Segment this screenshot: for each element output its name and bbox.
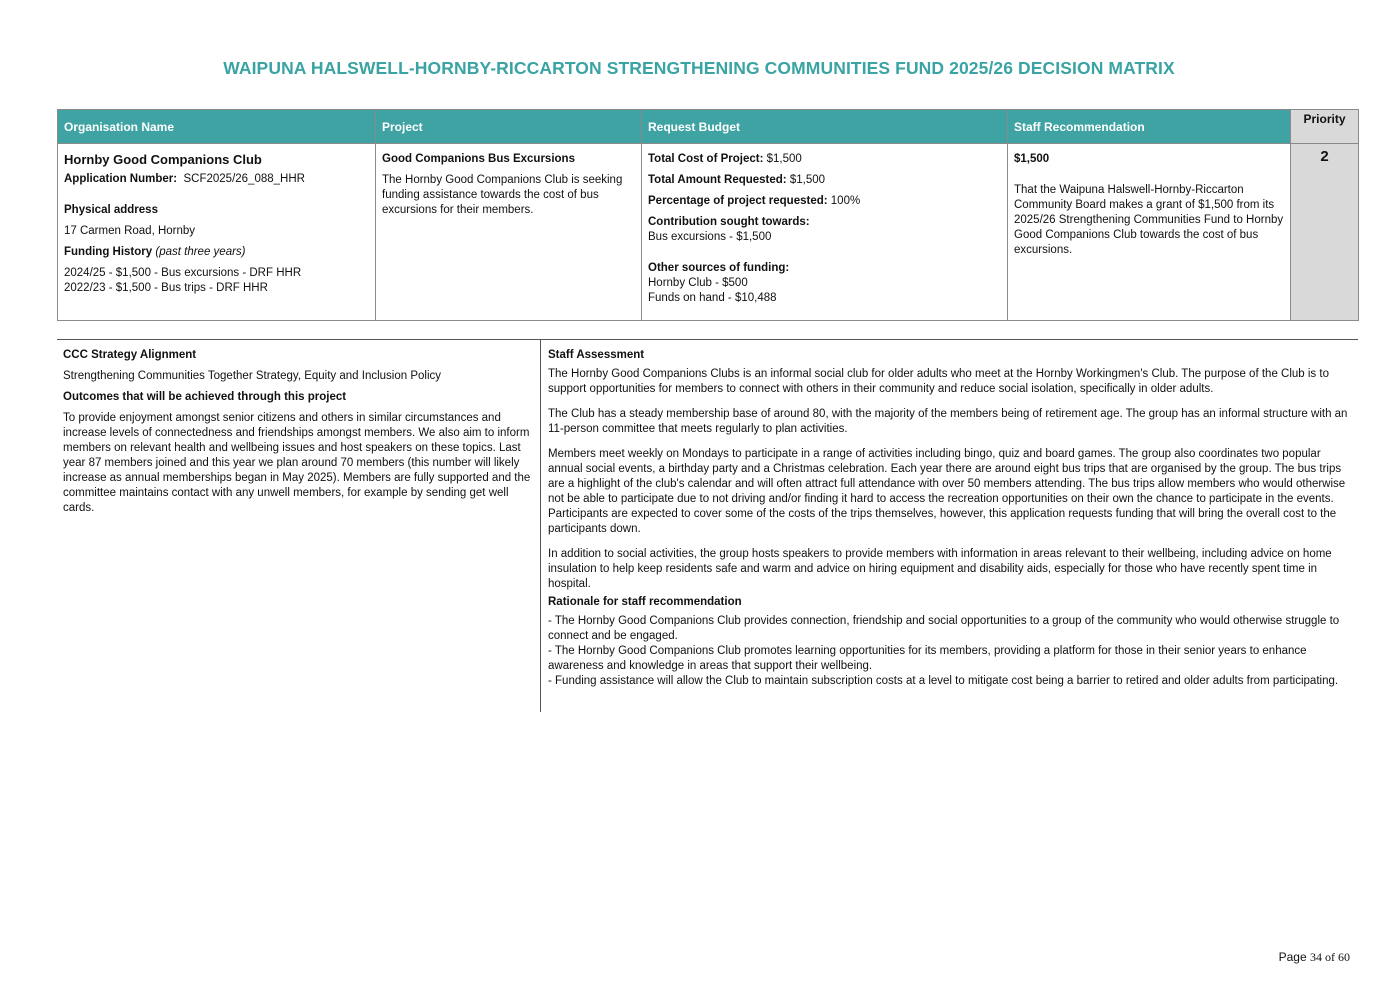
- strategy-heading: CCC Strategy Alignment: [63, 349, 197, 361]
- rationale-item: - The Hornby Good Companions Club promotes learning opportunities for its members, providing a platform for those in their senior years to enhance awareness and knowledge in areas that support their wellbeing.: [548, 645, 1307, 672]
- header-project: Project: [376, 110, 642, 144]
- document-title: WAIPUNA HALSWELL-HORNBY-RICCARTON STRENGTHENING COMMUNITIES FUND 2025/26 DECISION MATRIX: [223, 58, 1175, 78]
- application-number: Application Number: SCF2025/26_088_HHR: [64, 173, 305, 185]
- assessment-paragraph: The Hornby Good Companions Clubs is an informal social club for older adults who meet at the Hornby Workingmen's Club. The purpose of the Club is to support opportunities for members to connect with others in their community and reduce social isolation, specifically in older adults.: [548, 368, 1329, 395]
- table-header-row: [58, 110, 1359, 144]
- assessment-paragraph: Members meet weekly on Mondays to participate in a range of activities including bingo, quiz and board games. The group also coordinates two popular annual social events, a birthday party and a Christmas celebration. Each year there are around eight bus trips that are organised by the group. The bus trips are a highlight of the club's calendar and will often attract full attendance with over 50 members attending. The bus trips allow members who would otherwise not be able to participate due to not driving and/or finding it hard to access the recreation opportunities on their own the chance to participate in the events. Participants are expected to cover some of the costs of the trips themselves, however, this application requests funding that will bring the overall cost to the participants down.: [548, 448, 1346, 535]
- staff-assessment-panel: [542, 340, 1358, 697]
- address: 17 Carmen Road, Hornby: [64, 225, 196, 237]
- rationale-item: - Funding assistance will allow the Club to maintain subscription costs at a level to mitigate cost being a barrier to retired and older adults from participating.: [548, 675, 1339, 687]
- organisation-cell: [58, 144, 376, 321]
- rationale-heading: Rationale for staff recommendation: [548, 596, 742, 608]
- table-row: [58, 144, 1359, 321]
- other-source-item: Funds on hand - $10,488: [648, 292, 777, 304]
- rationale-item: - The Hornby Good Companions Club provides connection, friendship and social opportunities to a group of the community who would otherwise struggle to connect and be engaged.: [548, 615, 1340, 642]
- other-source-item: Hornby Club - $500: [648, 277, 748, 289]
- strategy-text: Strengthening Communities Together Strategy, Equity and Inclusion Policy: [63, 370, 442, 382]
- funding-history-item: 2022/23 - $1,500 - Bus trips - DRF HHR: [64, 282, 268, 294]
- project-cell: [376, 144, 642, 321]
- other-sources-label: Other sources of funding:: [648, 262, 790, 274]
- header-staff-recommendation: Staff Recommendation: [1008, 110, 1291, 144]
- staff-assessment-heading: Staff Assessment: [548, 349, 645, 361]
- funding-history-label: Funding History (past three years): [64, 246, 246, 258]
- header-budget: Request Budget: [642, 110, 1008, 144]
- budget-cell: [642, 144, 1008, 321]
- total-cost: Total Cost of Project: $1,500: [648, 153, 802, 165]
- header-priority: Priority: [1291, 110, 1359, 144]
- assessment-paragraph: The Club has a steady membership base of around 80, with the majority of the members being of retirement age. The group has an informal structure with an 11-person committee that meets regularly to plan activities.: [548, 408, 1348, 435]
- strategy-panel: [57, 340, 541, 712]
- outcomes-text: To provide enjoyment amongst senior citizens and others in similar circumstances and increase levels of connectedness and friendships amongst members. We also aim to inform members on relevant health and wellbeing issues and host speakers on these topics. Last year 87 members joined and this year we plan around 70 members (this number will likely increase as annual memberships began in May 2025). Members are fully supported and the committee maintains contact with any unwell members, for example by sending get well cards.: [63, 412, 531, 514]
- funding-history-item: 2024/25 - $1,500 - Bus excursions - DRF HHR: [64, 267, 302, 279]
- staff-recommendation-cell: [1008, 144, 1291, 321]
- contribution: Bus excursions - $1,500: [648, 231, 772, 243]
- assessment-section: [57, 339, 1358, 712]
- outcomes-heading: Outcomes that will be achieved through this project: [63, 391, 347, 403]
- priority-value: 2: [1291, 144, 1359, 321]
- address-label: Physical address: [64, 204, 158, 216]
- organisation-name: Hornby Good Companions Club: [64, 152, 262, 167]
- total-requested: Total Amount Requested: $1,500: [648, 174, 826, 186]
- recommendation-text: That the Waipuna Halswell-Hornby-Riccarton Community Board makes a grant of $1,500 from its 2025/26 Strengthening Communities Fund to Hornby Good Companions Club towards the cost of bus excursions.: [1014, 184, 1284, 256]
- contribution-label: Contribution sought towards:: [648, 216, 810, 228]
- project-description: The Hornby Good Companions Club is seeking funding assistance towards the cost of bus excursions for their members.: [382, 174, 623, 216]
- percentage-requested: Percentage of project requested: 100%: [648, 195, 861, 207]
- assessment-paragraph: In addition to social activities, the group hosts speakers to provide members with information in areas relevant to their wellbeing, including advice on home insulation to help keep residents safe and warm and advice on hiring equipment and disability aids, especially for those who have recently spent time in hospital.: [548, 548, 1332, 590]
- page-number: Page 34 of 60: [1278, 950, 1350, 964]
- header-organisation: Organisation Name: [58, 110, 376, 144]
- project-name: Good Companions Bus Excursions: [382, 153, 575, 165]
- decision-matrix-table: [57, 109, 1359, 321]
- recommendation-amount: $1,500: [1014, 153, 1050, 165]
